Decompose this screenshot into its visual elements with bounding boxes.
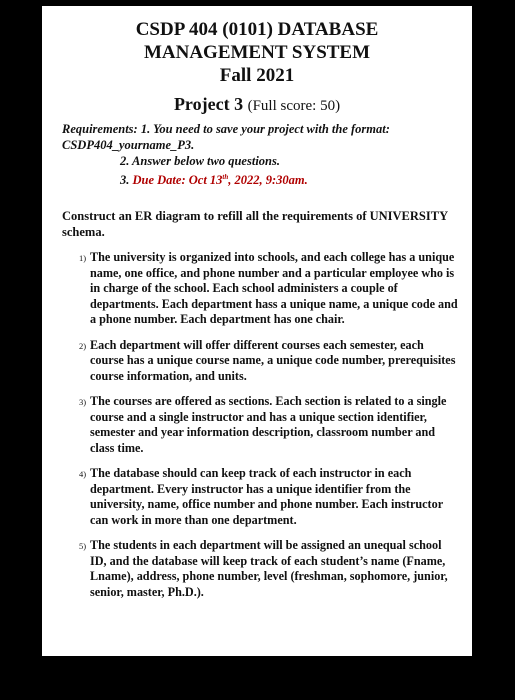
project-score: (Full score: 50) [247, 98, 341, 114]
document-title [42, 18, 472, 87]
course-title-line-2: MANAGEMENT SYSTEM [143, 42, 371, 63]
list-item-number: 1) [79, 253, 87, 264]
requirement-item-3 [120, 169, 472, 188]
list-item-text: The database should can keep track of each instructor in each department. Every instructor has a unique identifier from the university, name, office number and phone number. Each instructor can work in more than one department. [90, 466, 443, 527]
list-item [79, 466, 458, 528]
list-item-text: The courses are offered as sections. Each section is related to a single course and a single instructor and has a unique section identifier, semester and year information description, classroom number and class time. [90, 394, 447, 455]
list-item-number: 5) [79, 541, 87, 552]
project-heading [42, 93, 472, 117]
document-page [42, 6, 472, 656]
list-item-text: Each department will offer different courses each semester, each course has a unique course name, a unique code number, prerequisites course information, and units. [90, 337, 456, 383]
due-date-rest: , 2022, 9:30am. [228, 173, 308, 188]
requirements-list [42, 250, 472, 600]
requirements-intro: Requirements: 1. You need to save your project with the format: CSDP404_yourname_P3. [62, 122, 390, 152]
list-item [79, 337, 458, 385]
due-date [133, 173, 308, 187]
course-title-line-1: CSDP 404 (0101) DATABASE [135, 19, 379, 40]
list-item-text: The students in each department will be assigned an unequal school ID, and the database will keep track of each student’s name (Fname, Lname), address, phone number, level (freshman, sophomore, junior, senior, master, Ph.D.). [90, 538, 448, 599]
list-item-number: 4) [79, 469, 87, 480]
list-item-number: 2) [79, 340, 87, 351]
requirement-item-2: 2. Answer below two questions. [120, 154, 280, 168]
due-date-suffix: th [222, 173, 229, 181]
term: Fall 2021 [219, 65, 295, 86]
requirement-item-3-prefix: 3. [120, 173, 133, 188]
due-date-label: Due Date: Oct 13 [132, 173, 223, 188]
project-title: Project 3 [173, 94, 244, 114]
list-item [79, 394, 458, 456]
list-item [79, 538, 458, 600]
task-intro: Construct an ER diagram to refill all the requirements of UNIVERSITY schema. [62, 209, 448, 239]
list-item [79, 250, 458, 328]
list-item-number: 3) [79, 397, 87, 408]
list-item-text: The university is organized into schools, and each college has a unique name, one office, and phone number and a particular employee who is in charge of the school. Each school administers a couple of departments. Each department hass a unique name, a unique code and a phone number. Each department has one chair. [90, 250, 458, 327]
